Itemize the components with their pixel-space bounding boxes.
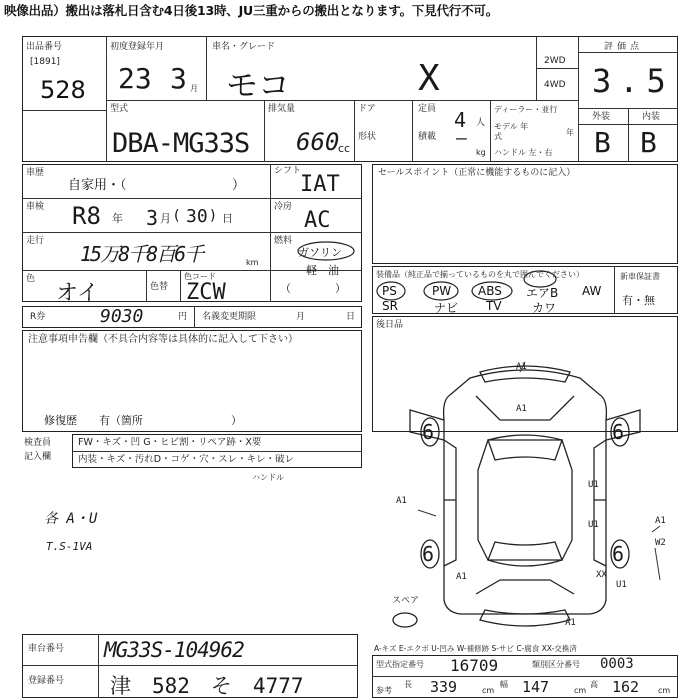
height-value: 162	[612, 678, 640, 696]
damage-mark-front-bumper: A1	[516, 362, 527, 372]
drive-4wd: 4WD	[544, 80, 566, 90]
car-name-label: 車名・グレード	[212, 42, 276, 52]
inspector-label-2: 記入欄	[24, 452, 52, 462]
handwritten-note-1: 各 A・U	[44, 511, 98, 527]
rating-score: 3.5	[592, 62, 674, 100]
damage-mark-rear-replaced: XX	[596, 570, 607, 580]
tire-mark-front-left: 6	[422, 420, 435, 444]
inspection-month: 3	[146, 206, 159, 230]
tire-mark-front-right: 6	[612, 420, 625, 444]
history-value: 自家用・（	[68, 178, 127, 193]
damage-mark-left-door: A1	[396, 496, 407, 506]
damage-mark-rear-bumper: A1	[565, 618, 576, 628]
color-label: 色	[26, 274, 36, 284]
model-year-label: モデル 年式	[494, 122, 529, 141]
repair-history: 修復歴 有（箇所 ）	[44, 414, 242, 427]
registration-month-unit: 月	[190, 84, 198, 93]
specify-label: 型式指定番号	[376, 660, 424, 669]
length-label: 長	[404, 680, 412, 689]
notes-label: 注意事項申告欄（不具合内容等は具体的に記入して下さい）	[28, 334, 298, 345]
height-label: 高	[590, 680, 598, 689]
width-value: 147	[522, 678, 550, 696]
equip-tv: TV	[486, 299, 502, 313]
mileage-unit: km	[246, 258, 259, 267]
cooling-label: 冷房	[274, 202, 293, 212]
inspection-label: 車検	[26, 202, 45, 212]
name-change-month: 月	[296, 312, 306, 322]
recycle-unit: 円	[178, 312, 188, 322]
class-value: 0003	[600, 656, 634, 672]
drive-2wd: 2WD	[544, 56, 566, 66]
displacement-label: 排気量	[268, 104, 296, 114]
dealer-label: ディーラー・並行	[494, 105, 558, 114]
plate-value: 津 582 そ 4777	[110, 674, 304, 698]
plate-label: 登録番号	[28, 676, 65, 686]
lot-number: 528	[40, 76, 86, 104]
size-ref-1: 参考	[376, 686, 392, 695]
fuel-other: （ ）	[280, 282, 346, 295]
equip-leather: カワ	[532, 301, 557, 315]
registration-label: 初度登録年月	[110, 42, 165, 52]
equipment-label: 装備品（純正品で揃っているものを丸で囲んでください）	[376, 270, 584, 279]
inspector-handle-note: ハンドル	[252, 473, 284, 482]
length-unit: cm	[482, 686, 495, 695]
capacity-value: 4	[454, 108, 467, 132]
damage-mark-right-side: A1	[655, 516, 666, 526]
width-unit: cm	[574, 686, 587, 695]
car-grade-value: X	[418, 58, 440, 99]
class-label: 類別区分番号	[532, 660, 580, 669]
model-label: 型式	[110, 104, 129, 114]
sales-point-label: セールスポイント（正常に機能するものに記入）	[378, 168, 576, 178]
equip-pw: PW	[432, 284, 452, 298]
recycle-value: 9030	[100, 306, 144, 327]
inspection-month-unit: 月	[160, 212, 171, 225]
registration-month: 3	[170, 62, 187, 95]
equip-sr: SR	[382, 299, 398, 313]
chassis-value: MG33S-104962	[104, 638, 244, 662]
spare-label: スペア	[392, 596, 420, 606]
name-change-day: 日	[346, 312, 356, 322]
chassis-label: 車台番号	[28, 644, 65, 654]
doors-label: ドア	[358, 104, 376, 114]
inspection-day: 30	[186, 206, 208, 227]
damage-mark-left-rear: A1	[456, 572, 467, 582]
fuel-gasoline: ガソリン	[298, 246, 342, 259]
damage-mark-right-rear-panel: W2	[655, 538, 666, 548]
inspection-year-unit: 年	[112, 212, 123, 225]
capacity-label: 定員	[418, 104, 437, 114]
inspection-era: R8	[72, 202, 101, 230]
history-close: ）	[232, 178, 246, 193]
equip-aw: AW	[582, 284, 602, 298]
banner-notice: 映像出品）搬出は落札日含む4日後13時、JU三重からの搬出となります。下見代行不可。	[4, 3, 498, 18]
color-value: オイ	[56, 281, 99, 306]
damage-mark-right-front: U1	[588, 480, 599, 490]
color-code-label: 色コード	[184, 272, 216, 281]
inspector-row-1: FW・キズ・凹 G・ヒビ割・リペア跡・X要	[78, 437, 262, 448]
repaint-label: 色替	[150, 282, 169, 292]
inspector-row-2: 内装・キズ・汚れD・コゲ・穴・スレ・キレ・破レ	[78, 454, 295, 465]
shift-value: IAT	[300, 172, 340, 197]
recycle-label: R券	[30, 312, 46, 322]
damage-mark-hood: A1	[516, 404, 527, 414]
tire-mark-rear-left: 6	[422, 542, 435, 566]
tire-mark-rear-right: 6	[612, 542, 625, 566]
equip-airbag: エアB	[526, 286, 559, 300]
warranty-label: 新車保証書	[620, 272, 660, 281]
load-value: —	[456, 128, 467, 149]
fuel-label: 燃料	[274, 236, 293, 246]
cooling-value: AC	[304, 208, 331, 233]
rating-label: 評価点	[604, 42, 644, 52]
fuel-diesel: 軽 油	[306, 264, 339, 277]
name-change-label: 名義変更期限	[202, 312, 257, 322]
damage-mark-right-rear: U1	[588, 520, 599, 530]
model-year-unit: 年	[566, 128, 574, 137]
load-unit: kg	[476, 148, 486, 157]
registration-year: 23	[118, 62, 152, 95]
warranty-options: 有・無	[622, 294, 655, 307]
height-unit: cm	[658, 686, 671, 695]
width-label: 幅	[500, 680, 508, 689]
displacement-value: 660	[296, 128, 340, 156]
load-label: 積載	[418, 132, 437, 142]
rating-int: B	[640, 126, 657, 159]
length-value: 339	[430, 678, 458, 696]
damage-mark-right-rear-upper: U1	[616, 580, 627, 590]
damage-legend: A-キズ E-エクボ U-凹み W-補修跡 S-サビ C-腐食 XX-交換済	[374, 644, 577, 653]
handle-label: ハンドル 左・右	[494, 148, 553, 157]
history-label: 車歴	[26, 168, 45, 178]
shape-label: 形状	[358, 132, 377, 142]
equip-ps: PS	[382, 284, 397, 298]
inspection-paren-open: (	[174, 208, 180, 224]
model-value: DBA-MG33S	[112, 128, 250, 159]
equip-abs: ABS	[478, 284, 502, 298]
mileage-value: 15万8千8百6千	[80, 242, 203, 266]
rating-ext: B	[594, 126, 611, 159]
inspection-paren-close: )	[210, 208, 216, 224]
rating-ext-label: 外装	[592, 112, 611, 122]
color-code-value: ZCW	[186, 280, 226, 305]
inspector-label-1: 検査員	[24, 438, 52, 448]
capacity-unit: 人	[476, 118, 486, 128]
equip-navi: ナビ	[434, 301, 459, 315]
displacement-unit: cc	[338, 142, 351, 155]
lot-code: [1891]	[30, 57, 60, 67]
handwritten-note-2: T.S-1VA	[46, 540, 93, 553]
specify-value: 16709	[450, 656, 499, 675]
inspection-day-unit: 日	[222, 212, 233, 225]
mileage-label: 走行	[26, 236, 45, 246]
lot-label: 出品番号	[26, 42, 63, 52]
car-name-value: モコ	[226, 66, 291, 104]
rating-int-label: 内装	[642, 112, 661, 122]
after-items-label: 後日品	[376, 320, 404, 330]
shift-label: シフト	[274, 166, 302, 176]
